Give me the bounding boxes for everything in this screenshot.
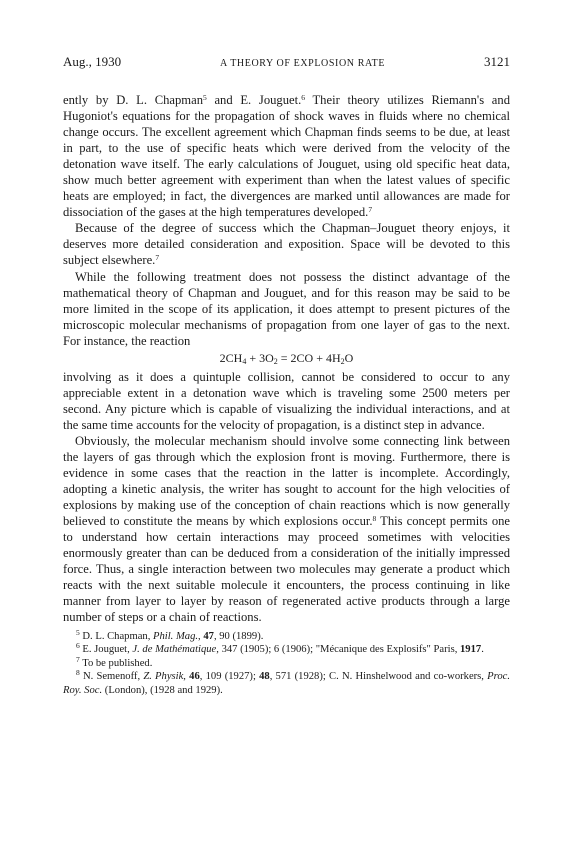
paragraph-3: While the following treatment does not possess the distinct advantage of the mathematical theory of Chapman and Jouguet, and for this reason may be said to be more limited in the scope of its application, it does attempt to present pictures of the microscopic molecular mechanisms of propagation from one layer of gas to the next. For instance, the reaction	[63, 269, 510, 348]
footnotes	[63, 627, 511, 698]
footnote-ref-7: 7	[368, 205, 373, 215]
footnote-text: , 90 (1899).	[213, 630, 264, 642]
paragraph-2	[63, 220, 510, 268]
issue-date: Aug., 1930	[63, 54, 122, 69]
publication-year: 1917	[460, 644, 482, 656]
footnote-ref-8: 8	[372, 514, 377, 524]
paragraph-5	[63, 433, 510, 626]
footnote-text: D. L. Chapman,	[79, 630, 154, 642]
footnote-text: ,	[198, 630, 204, 642]
equation-term: = 2CO + 4H	[277, 350, 341, 365]
equation-term: O	[344, 350, 354, 365]
equation-term: 2CH	[219, 350, 243, 365]
text-run: Obviously, the molecular mechanism should involve some connecting link between the layers of gas through which the explosion front is moving. Furthermore, there is evidence in some cases that the reaction in the latter is incomplete. Accordingly, adopting a kinetic analysis, the writer has sought to account for the high velocities of explosions by making use of the conception of chain reactions which is now generally believed to constitute the means by which explosions occur.	[63, 433, 510, 529]
volume-number: 48	[259, 671, 270, 683]
paragraph-4: involving as it does a quintuple collision, cannot be considered to occur to any appreciable extent in a detonation wave which is traveling some 2500 meters per second. Any picture which is capable of visualizing the individual interactions, and at the same time accounts for the velocity of propagation, is a distinct step in advance.	[63, 369, 510, 432]
footnote-8	[63, 670, 510, 697]
text-run: and E. Jouguet.	[206, 93, 302, 107]
footnote-text: E. Jouguet,	[79, 644, 133, 656]
running-title: A THEORY OF EXPLOSION RATE	[220, 58, 386, 69]
text-run: ently by D. L. Chapman	[63, 93, 203, 107]
journal-page	[63, 54, 510, 697]
footnote-text: ,	[183, 671, 190, 683]
footnote-5	[63, 627, 510, 644]
footnote-text: , 109 (1927);	[199, 671, 260, 683]
equation-term: + 3O	[246, 350, 274, 365]
footnote-number: 8	[76, 668, 80, 678]
footnote-number: 6	[76, 641, 80, 651]
journal-title: J. de Mathématique	[132, 644, 217, 656]
journal-title: Proc. Roy. Soc.	[63, 671, 511, 696]
page-header	[63, 54, 510, 76]
equation-subscript: 2	[340, 356, 345, 366]
footnote-ref-6: 6	[301, 93, 305, 102]
page-number: 3121	[483, 54, 510, 69]
footnote-text: .	[481, 644, 484, 656]
footnote-text: , 571 (1928); C. N. Hinshelwood and co-workers,	[269, 671, 488, 683]
paragraph-1	[63, 92, 510, 220]
text-run: This concept permits one to understand how certain interactions may proceed sometimes with velocities enormously greater than can be deduced from a consideration of the initially impressed force. Thus, a single interaction between two molecules may generate a product which reacts with the next suitable molecule it encounters, the process continuing in like manner from layer to layer by reason of regenerated active products through a large number of steps or a chain of reactions.	[63, 514, 510, 625]
footnote-text: To be published.	[79, 657, 153, 669]
text-run: Because of the degree of success which the Chapman–Jouguet theory enjoys, it deserves more detailed consideration and exposition. Space will be devoted to this subject elsewhere.	[63, 221, 510, 268]
footnote-text: , 347 (1905); 6 (1906); "Mécanique des Explosifs" Paris,	[216, 644, 460, 656]
text-run: Their theory utilizes Riemann's and Hugoniot's equations for the propagation of shock waves in fluids where no chemical change occurs. The excellent agreement which Chapman finds seems to be due, at least in part, to the use of specific heats which were derived from the velocity of the detonation wave itself. The early calculations of Jouguet, using old specific heat data, show much better agreement with experiment than when the latest values of specific heats are employed; in fact, the divergences are marked until allowances are made for dissociation of the gases at the high temperatures developed.	[63, 93, 510, 220]
volume-number: 46	[189, 671, 200, 683]
article-body	[63, 92, 510, 626]
footnote-7	[63, 654, 510, 671]
footnote-text: N. Semenoff,	[79, 671, 144, 683]
equation-subscript: 2	[273, 356, 278, 366]
equation-subscript: 4	[242, 356, 247, 366]
reaction-equation	[63, 350, 510, 367]
footnote-ref-7: 7	[155, 253, 160, 263]
footnote-number: 5	[76, 627, 80, 637]
journal-title: Z. Physik	[143, 671, 184, 683]
footnote-text: (London), (1928 and 1929).	[102, 684, 223, 696]
footnote-6	[63, 643, 510, 657]
footnote-number: 7	[76, 654, 80, 664]
journal-title: Phil. Mag.	[153, 630, 199, 642]
volume-number: 47	[203, 630, 214, 642]
footnote-ref-5: 5	[203, 93, 207, 102]
